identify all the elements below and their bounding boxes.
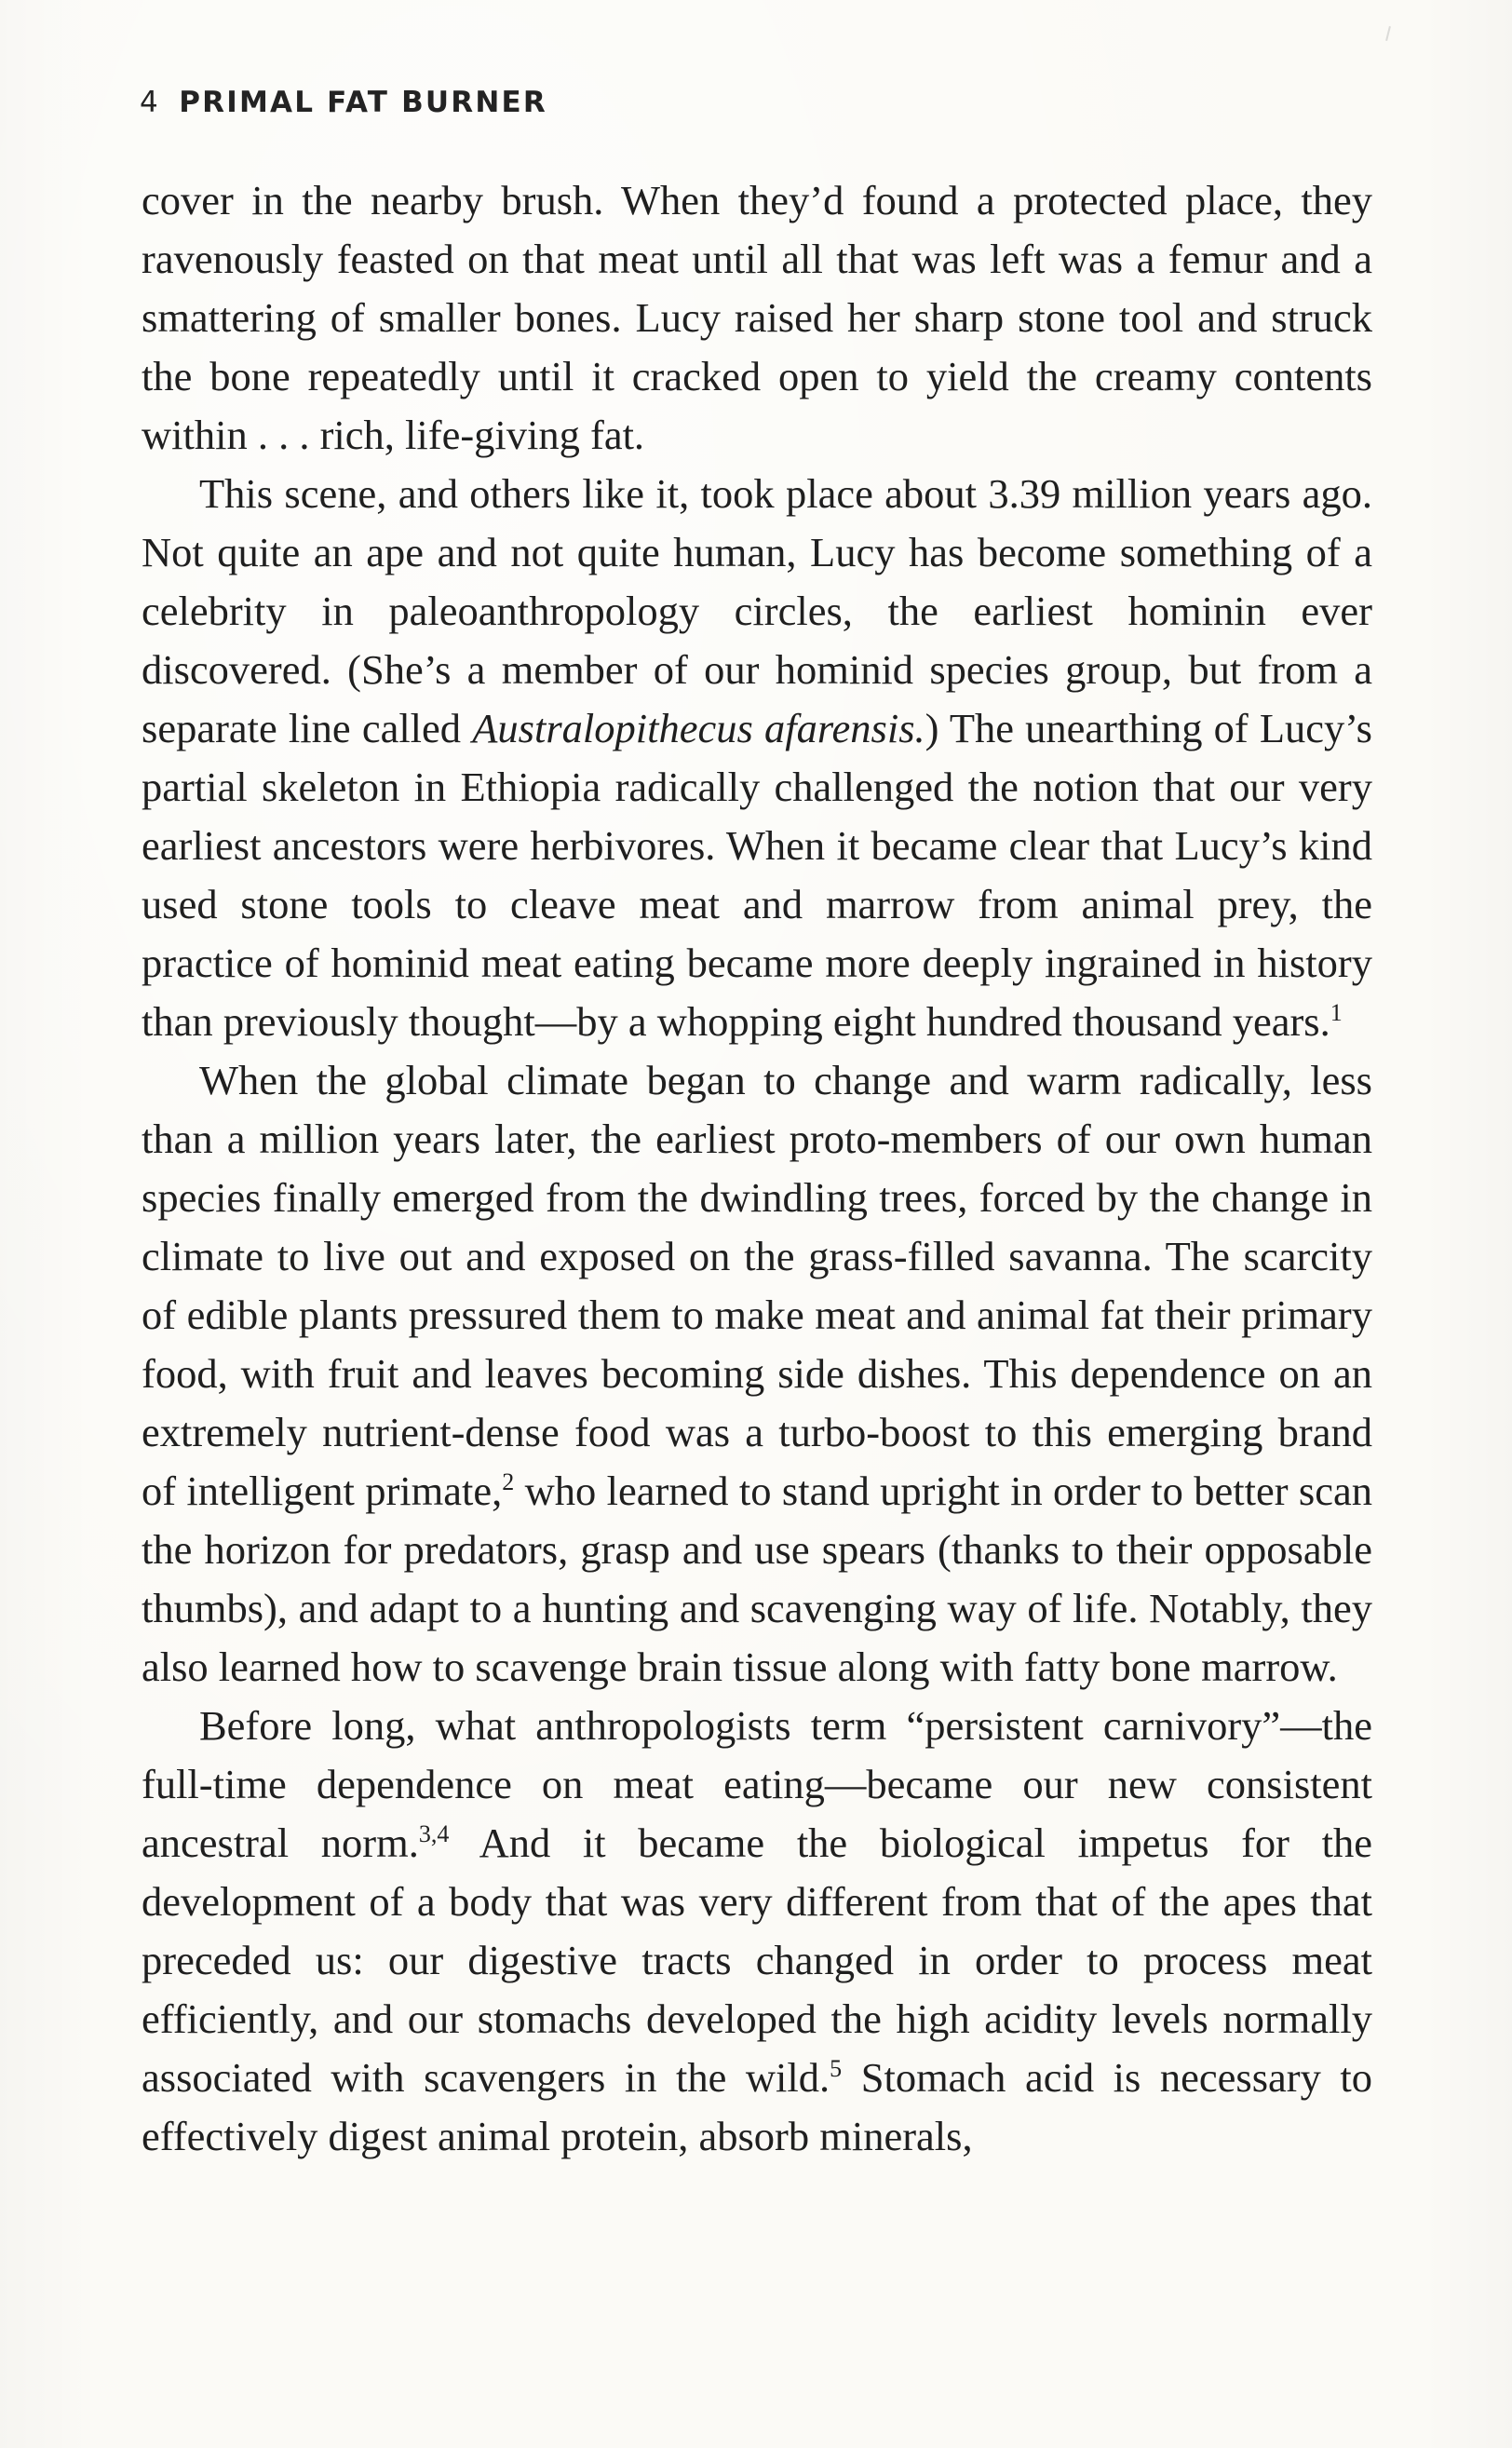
text-run: cover in the nearby brush. When they’d found a protected place, they ravenously feasted on that meat until all that was left was a femur and a smattering of smaller bones. Lucy raised her sharp stone tool and struck the bone repeatedly until it cracked open to yield the creamy contents within . . . rich, life-giving fat. — [142, 177, 1372, 458]
paragraph — [142, 171, 1372, 465]
body-text — [142, 171, 1372, 2166]
text-run: Before long, what anthropologists term “persistent carnivory”—the full-time dependence on meat eating—became our new consistent ancestral norm. — [142, 1702, 1372, 1866]
running-head — [140, 86, 547, 119]
paragraph — [142, 1051, 1372, 1697]
text-run: who learned to stand upright in order to better scan the horizon for predators, grasp and use spears (thanks to their opposable thumbs), and adapt to a hunting and scavenging way of life. Notably, they also learned how to scavenge brain tissue along with fatty bone marrow. — [142, 1467, 1372, 1690]
paragraph — [142, 1697, 1372, 2166]
footnote-marker: 3,4 — [418, 1820, 450, 1848]
footnote-marker: 1 — [1330, 999, 1343, 1027]
text-run: ) The unearthing of Lucy’s partial skeleton in Ethiopia radically challenged the notion that our very earliest ancestors were herbivores. When it became clear that Lucy’s kind used stone tools to cleave meat and marrow from animal prey, the practice of hominid meat eating became more deeply ingrained in history than previously thought—by a whopping eight hundred thousand years. — [142, 705, 1372, 1045]
scan-mark — [1385, 26, 1391, 41]
page-number: 4 — [140, 86, 159, 119]
text-run: When the global climate began to change and warm radically, less than a million years later, the earliest proto-members of our own human species finally emerged from the dwindling trees, forced by the change in climate to live out and exposed on the grass-filled savanna. The scarcity of edible plants pressured them to make meat and animal fat their primary food, with fruit and leaves becoming side dishes. This dependence on an extremely nutrient-dense food was a turbo-boost to this emerging brand of intelligent primate, — [142, 1057, 1372, 1514]
text-run: And it became the biological impetus for the development of a body that was very different from that of the apes that preceded us: our digestive tracts changed in order to process meat efficiently, and our stomachs developed the high acidity levels normally associated with scavengers in the wild. — [142, 1819, 1372, 2101]
footnote-marker: 2 — [502, 1468, 515, 1496]
text-run: Stomach acid is necessary to effectively digest animal protein, absorb minerals, — [142, 2054, 1372, 2159]
italic-text: Australopithecus afarensis. — [472, 705, 925, 751]
paragraph — [142, 465, 1372, 1051]
footnote-marker: 5 — [830, 2055, 843, 2083]
text-run: This scene, and others like it, took place about 3.39 million years ago. Not quite an ape and not quite human, Lucy has become something of a celebrity in paleoanthropology circles, the earliest hominin ever discovered. (She’s a member of our hominid species group, but from a separate line called — [142, 470, 1372, 751]
book-title: PRIMAL FAT BURNER — [179, 86, 547, 119]
